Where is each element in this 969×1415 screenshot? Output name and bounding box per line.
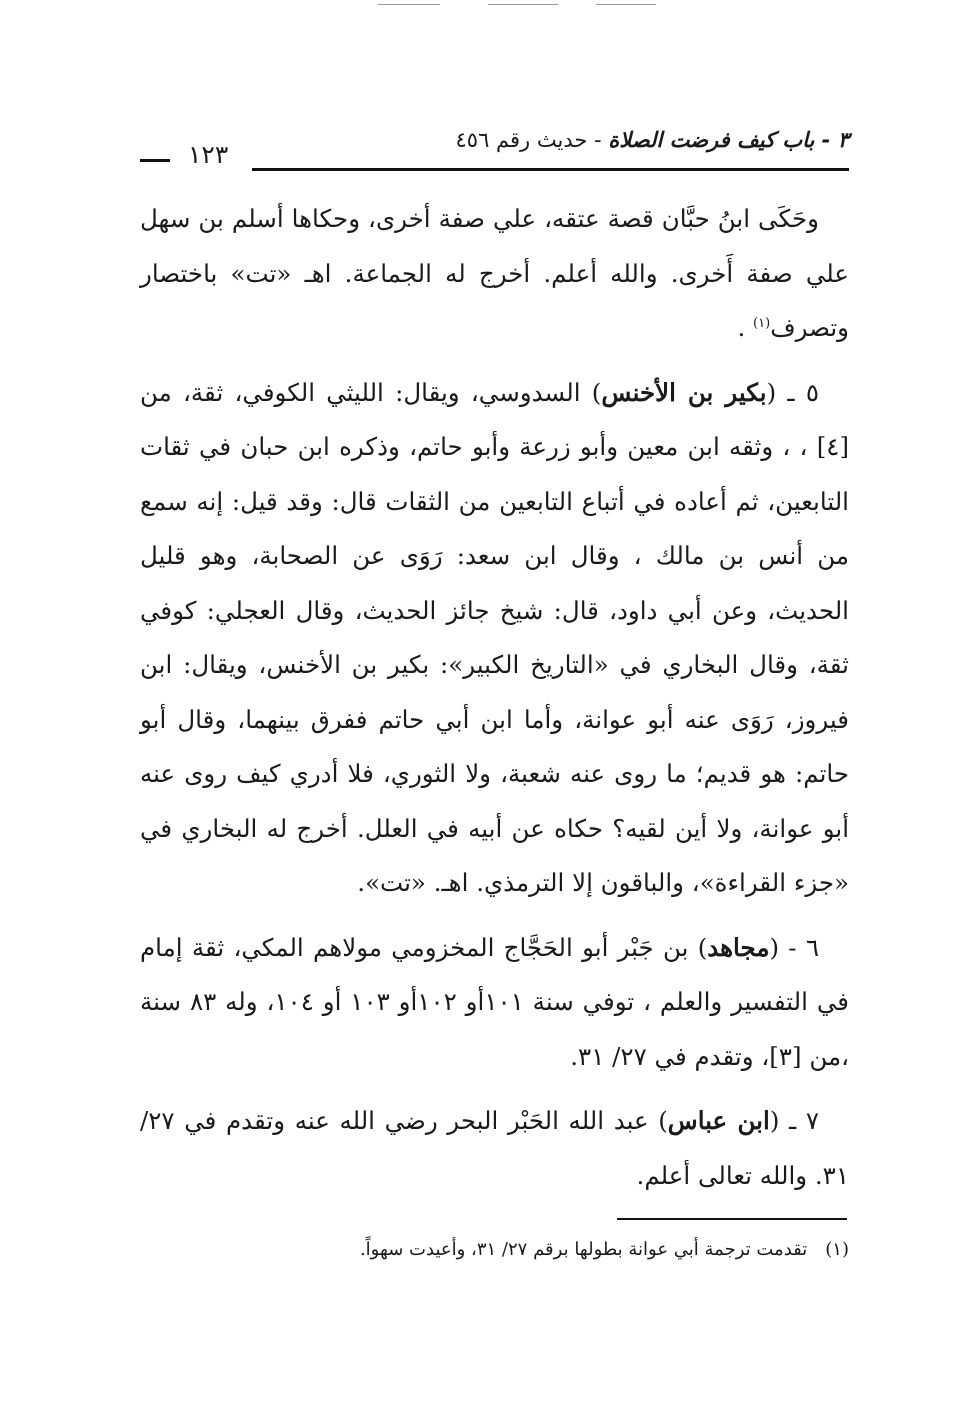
name-close: ) bbox=[591, 377, 602, 407]
narrator-name: ابن عباس bbox=[667, 1106, 770, 1135]
page-header bbox=[140, 128, 849, 178]
narrator-name: مجاهد bbox=[707, 932, 770, 962]
narrator-entry-5 bbox=[140, 366, 849, 911]
hadith-label: حديث رقم ٤٥٦ bbox=[455, 128, 588, 152]
scan-top-marks bbox=[0, 4, 969, 8]
footnote-marker: (١) bbox=[825, 1239, 849, 1260]
paragraph-end: . bbox=[737, 313, 754, 342]
paragraph-text: وحَكَى ابنُ حبَّان قصة عتقه، علي صفة أخرى، وحكاها أسلم بن سهل علي صفة أَخرى. والله أعلم. أخرج له الجماعة. اهـ «تت» باختصار وتصرف bbox=[140, 204, 849, 342]
entry-number: ٧ ـ ( bbox=[769, 1106, 819, 1135]
footnote-reference: (١) bbox=[753, 315, 771, 331]
footnote-text: تقدمت ترجمة أبي عوانة بطولها برقم ٢٧/ ٣١، وأعيدت سهواً. bbox=[359, 1239, 808, 1260]
entry-text: عبد الله الحَبْر البحر رضي الله عنه وتقدم في ٢٧/ ٣١. والله تعالى أعلم. bbox=[140, 1106, 849, 1190]
running-title bbox=[456, 128, 849, 152]
narrator-entry-7 bbox=[140, 1094, 849, 1203]
entry-number: ٥ ـ ( bbox=[766, 377, 819, 407]
page-number: ١٢٣ bbox=[188, 140, 229, 169]
footnote-rule bbox=[617, 1218, 847, 1220]
header-rule bbox=[252, 168, 849, 171]
entry-number: ٦ - ( bbox=[769, 932, 819, 962]
header-dash bbox=[140, 159, 170, 162]
narrator-name: بكير بن الأخنس bbox=[601, 377, 767, 407]
name-close: ) bbox=[658, 1106, 668, 1135]
chapter-label: ٣ - باب كيف فرضت الصلاة bbox=[608, 128, 849, 152]
main-text bbox=[140, 192, 849, 1203]
title-separator: - bbox=[594, 128, 602, 152]
footnote bbox=[140, 1233, 849, 1267]
paragraph-ibn-hibban-note bbox=[140, 192, 849, 356]
name-close: ) bbox=[697, 932, 708, 962]
entry-text: السدوسي، ويقال: الليثي الكوفي، ثقة، من [٤] ، ، وثقه ابن معين وأبو زرعة وأبو حاتم، وذكره ابن حبان في ثقات التابعين، ثم أعاده في أتباع التابعين من الثقات قال: وقد قيل: إنه سمع من أنس بن مالك ، وقال ابن سعد: رَوَى عن الصحابة، وهو قليل الحديث، وعن أبي داود، قال: شيخ جائز الحديث، وقال العجلي: كوفي ثقة، وقال البخاري في «التاريخ الكبير»: بكير بن الأخنس، ويقال: ابن فيروز، رَوَى عنه أبو عوانة، وأما ابن أبي حاتم ففرق بينهما، وقال أبو حاتم: هو قديم؛ ما روى عنه شعبة، ولا الثوري، فلا أدري كيف روى عنه أبو عوانة، ولا أين لقيه؟ حكاه عن أبيه في العلل. أخرج له البخاري في «جزء القراءة»، والباقون إلا الترمذي. اهـ. «تت». bbox=[140, 377, 849, 897]
narrator-entry-6 bbox=[140, 921, 849, 1085]
entry-text: بن جَبْر أبو الحَجَّاج المخزومي مولاهم المكي، ثقة إمام في التفسير والعلم ، توفي سنة ١٠١أو ١٠٢أو ١٠٣ أو ١٠٤، وله ٨٣ سنة ،من [٣]، وتقدم في ٢٧/ ٣١. bbox=[140, 932, 849, 1071]
